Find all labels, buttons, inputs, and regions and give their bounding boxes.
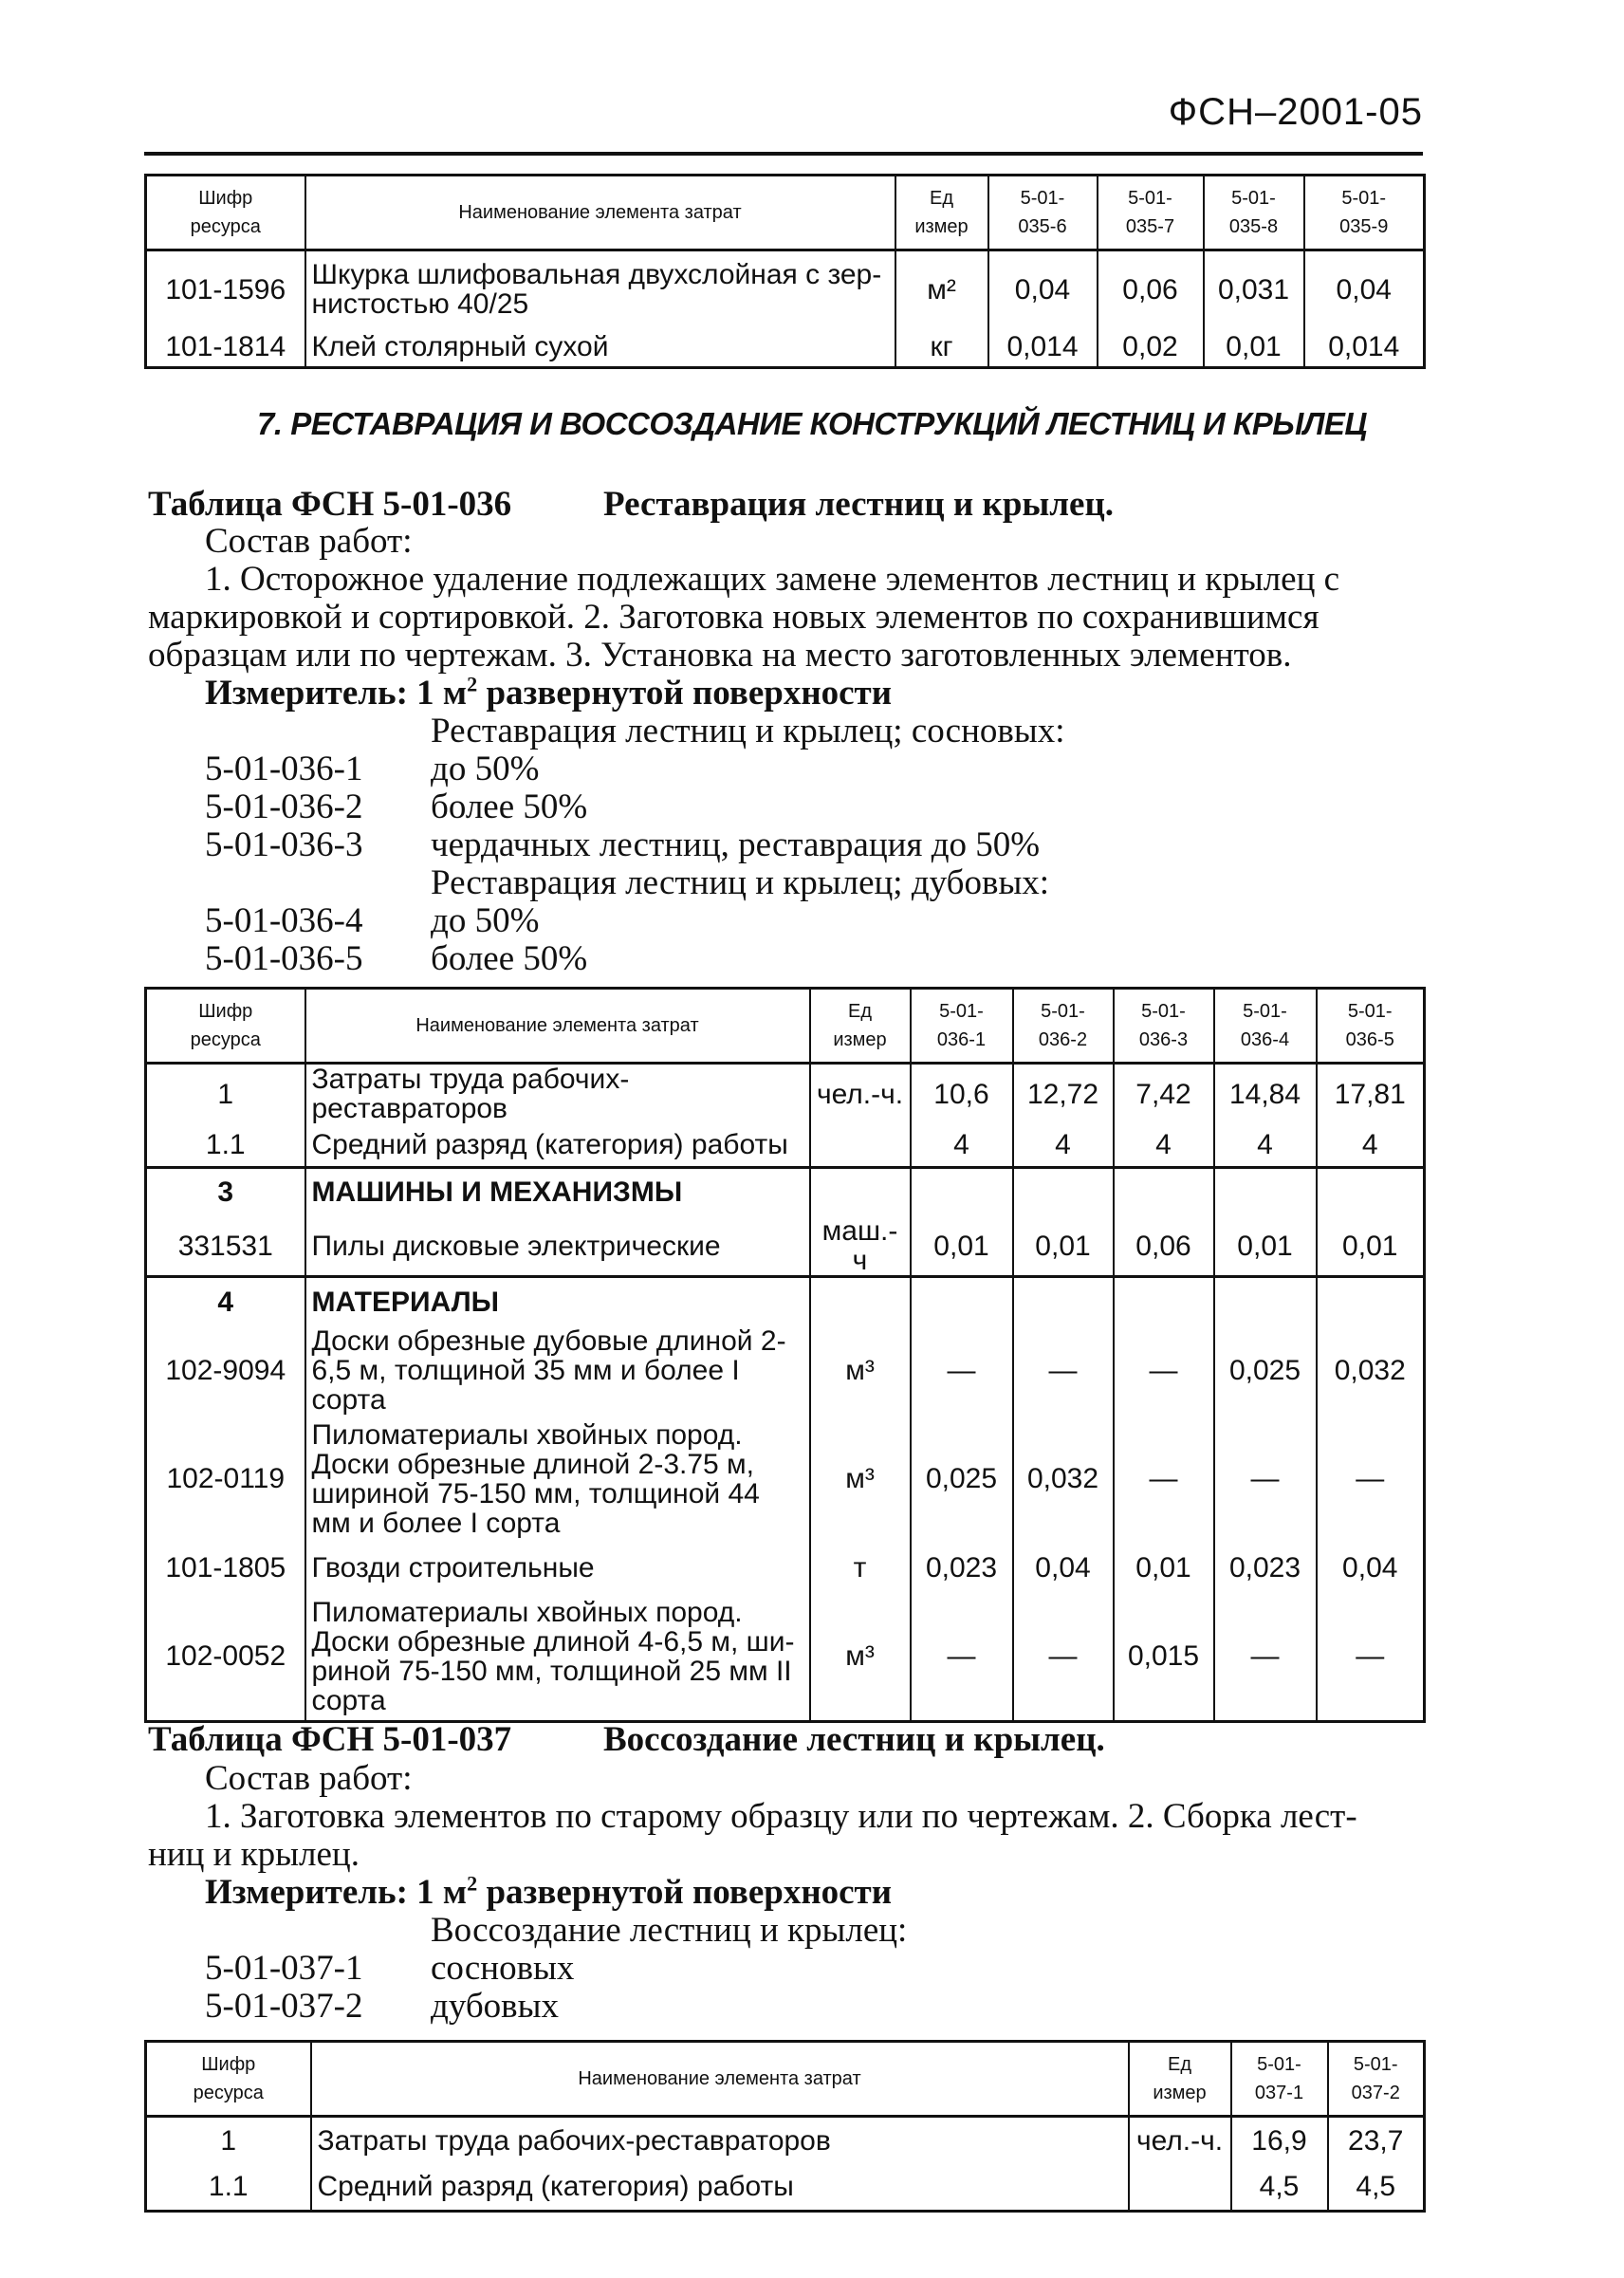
table-row [146,2117,1425,2164]
col-header-norm-2: 036-2 [1038,1029,1088,1050]
unit-cell: м³ [810,1326,911,1415]
resource-name-2: 6,5 м, толщиной 35 мм и более I сорта [311,1354,740,1416]
item-text: сосновых [431,1949,575,1988]
table-5-01-036 [144,987,1426,1723]
group-heading: Воссоздание лестниц и крылец: [431,1911,908,1950]
value-cell [1114,1277,1214,1326]
value-cell: — [1114,1326,1214,1415]
value-cell: 4 [1214,1123,1317,1167]
unit-cell: чел.-ч. [810,1064,911,1124]
col-header-name: Наименование элемента затрат [305,989,810,1064]
value-cell: — [1013,1326,1114,1415]
col-header-unit: Ед [929,188,953,209]
col-header-unit-2: измер [1153,2083,1207,2103]
table-row [146,250,1425,328]
resource-code: 102-0052 [146,1593,305,1722]
table-5-01-035 [144,174,1426,369]
meter-line: Измеритель: 1 $м^2$ развернутой поверхности [205,672,893,713]
resource-code: 1.1 [146,2164,311,2212]
value-cell: 0,04 [1013,1544,1114,1593]
resource-code: 1 [146,2117,311,2164]
resource-name-3: риной 75-150 мм, толщиной 25 мм II [311,1655,792,1687]
unit-cell [810,1123,911,1167]
resource-name: Доски обрезные дубовые длиной 2- [311,1324,786,1357]
table-title: Воссоздание лестниц и крылец. [603,1720,1105,1759]
value-cell: 16,9 [1231,2117,1328,2164]
meter-line: Измеритель: 1 $м^2$ развернутой поверхности [205,1871,893,1912]
col-header-norm-2: 035-6 [1018,216,1067,237]
value-cell [1114,1167,1214,1216]
value-cell: 4 [911,1123,1013,1167]
table-row [146,328,1425,368]
unit-cell: чел.-ч. [1129,2117,1231,2164]
table-header-row [146,176,1425,250]
table-label: Таблица ФСН 5-01-037 [148,1720,512,1759]
value-cell [911,1277,1013,1326]
value-cell: 0,023 [1214,1544,1317,1593]
resource-name: Затраты труда рабочих-реставраторов [311,2117,1129,2164]
col-header-name: Наименование элемента затрат [305,176,895,250]
item-code: 5-01-037-2 [205,1987,363,2026]
value-cell: 4 [1013,1123,1114,1167]
resource-name: Затраты труда рабочих-реставраторов [305,1064,810,1124]
section-row [146,1167,1425,1216]
col-header-norm: 5-01- [1041,1001,1085,1022]
value-cell: — [1013,1593,1114,1722]
resource-name: Клей столярный сухой [305,328,895,368]
value-cell: 7,42 [1114,1064,1214,1124]
col-header-norm-2: 035-8 [1228,216,1279,237]
work-line: 1. Осторожное удаление подлежащих замене элементов лестниц и крылец с [205,560,1340,599]
unit-cell: м³ [810,1415,911,1544]
resource-name-2: Доски обрезные длиной 4-6,5 м, ши- [311,1625,795,1658]
unit-cell [810,1277,911,1326]
work-line: маркировкой и сортировкой. 2. Заготовка новых элементов по сохранившимся [148,598,1320,637]
value-cell [1317,1167,1425,1216]
value-cell: 0,023 [911,1544,1013,1593]
unit-cell: кг [895,328,988,368]
resource-name-3: шириной 75-150 мм, толщиной 44 [311,1477,760,1509]
resource-name: Пиломатериалы хвойных пород. [311,1418,743,1451]
section-code: 3 [146,1167,305,1216]
resource-code: 101-1805 [146,1544,305,1593]
col-header-norm: 5-01- [1020,188,1065,209]
col-header-norm-2: 036-4 [1240,1029,1290,1050]
section-code: 4 [146,1277,305,1326]
table-title: Реставрация лестниц и крылец. [603,485,1115,524]
value-cell: 0,031 [1204,250,1304,328]
value-cell [911,1167,1013,1216]
value-cell: 0,01 [911,1216,1013,1277]
value-cell: 0,04 [1304,250,1425,328]
resource-name: Пилы дисковые электрические [305,1216,810,1277]
value-cell: 0,014 [988,328,1098,368]
item-code: 5-01-036-2 [205,787,363,826]
value-cell: — [1317,1593,1425,1722]
table-row [146,1544,1425,1593]
value-cell: 0,01 [1013,1216,1114,1277]
value-cell: — [1114,1415,1214,1544]
col-header-unit: Ед [847,1001,872,1022]
item-code: 5-01-036-3 [205,825,363,864]
col-header-unit: Ед [1167,2054,1191,2075]
resource-name: Шкурка шлифовальная двухслойная с зер- [311,259,882,291]
value-cell: 17,81 [1317,1064,1425,1124]
resource-name: Гвозди строительные [305,1544,810,1593]
value-cell: 0,015 [1114,1593,1214,1722]
value-cell: 0,01 [1204,328,1304,368]
value-cell [1013,1167,1114,1216]
col-header-code-2: ресурса [190,216,261,237]
work-heading: Состав работ: [205,522,413,561]
col-header-norm-2: 036-5 [1345,1029,1394,1050]
section-name: МАШИНЫ И МЕХАНИЗМЫ [305,1167,810,1216]
resource-code: 102-0119 [146,1415,305,1544]
value-cell: 0,032 [1317,1326,1425,1415]
unit-cell: м³ [810,1593,911,1722]
value-cell: — [1214,1415,1317,1544]
item-text: до 50% [431,901,540,940]
unit-cell: маш.-ч [810,1216,911,1277]
table-row [146,1064,1425,1124]
col-header-name: Наименование элемента затрат [311,2042,1129,2117]
col-header-norm-2: 037-2 [1351,2083,1400,2103]
col-header-norm-2: 036-3 [1138,1029,1189,1050]
value-cell: 0,01 [1214,1216,1317,1277]
col-header-unit-2: измер [914,216,969,237]
item-code: 5-01-036-5 [205,939,363,978]
table-header-row [146,989,1425,1064]
section-row [146,1277,1425,1326]
value-cell: 14,84 [1214,1064,1317,1124]
table-row [146,1123,1425,1167]
value-cell: 0,06 [1098,250,1204,328]
resource-name: Пиломатериалы хвойных пород. [311,1596,743,1628]
value-cell [1013,1277,1114,1326]
col-header-norm: 5-01- [1141,1001,1186,1022]
unit-cell: м² [895,250,988,328]
value-cell: 4,5 [1328,2164,1425,2212]
col-header-norm-2: 035-9 [1339,216,1389,237]
resource-code: 101-1596 [146,250,305,328]
document-code: ФСН–2001-05 [1168,91,1423,133]
unit-cell [1129,2164,1231,2212]
value-cell: 0,01 [1317,1216,1425,1277]
item-text: более 50% [431,787,588,826]
col-header-code: Шифр [198,188,253,209]
value-cell: — [1317,1415,1425,1544]
table-row [146,1415,1425,1544]
resource-name: Средний разряд (категория) работы [305,1123,810,1167]
unit-cell [810,1167,911,1216]
work-line: образцам или по чертежам. 3. Установка на место заготовленных элементов. [148,636,1292,675]
table-row [146,1216,1425,1277]
resource-code: 331531 [146,1216,305,1277]
header-rule [144,152,1423,156]
value-cell [1214,1167,1317,1216]
value-cell: 0,02 [1098,328,1204,368]
resource-name-2: Доски обрезные длиной 2-3.75 м, [311,1448,755,1480]
col-header-norm: 5-01- [1257,2054,1301,2075]
value-cell: 4,5 [1231,2164,1328,2212]
resource-code: 1.1 [146,1123,305,1167]
work-line: ниц и крылец. [148,1835,360,1874]
col-header-norm: 5-01- [1231,188,1276,209]
resource-name-4: мм и более I сорта [311,1507,561,1539]
resource-name-4: сорта [311,1684,386,1716]
value-cell: 4 [1317,1123,1425,1167]
value-cell: 0,04 [1317,1544,1425,1593]
col-header-norm: 5-01- [1128,188,1172,209]
value-cell: — [911,1326,1013,1415]
value-cell: 0,04 [988,250,1098,328]
item-code: 5-01-037-1 [205,1949,363,1988]
item-text: чердачных лестниц, реставрация до 50% [431,825,1041,864]
col-header-norm: 5-01- [1243,1001,1287,1022]
col-header-norm: 5-01- [1347,1001,1393,1022]
col-header-norm-2: 035-7 [1125,216,1175,237]
group-heading: Реставрация лестниц и крылец; дубовых: [431,863,1050,902]
value-cell: 12,72 [1013,1064,1114,1124]
col-header-norm-2: 037-1 [1254,2083,1304,2103]
col-header-code-2: ресурса [193,2083,264,2103]
unit-cell: т [810,1544,911,1593]
value-cell: 23,7 [1328,2117,1425,2164]
item-text: дубовых [431,1987,559,2026]
col-header-unit-2: измер [833,1029,887,1050]
value-cell: 0,014 [1304,328,1425,368]
col-header-norm-2: 036-1 [936,1029,987,1050]
value-cell: 0,025 [911,1415,1013,1544]
item-text: до 50% [431,750,540,788]
item-text: более 50% [431,939,588,978]
section-name: МАТЕРИАЛЫ [305,1277,810,1326]
table-row [146,2164,1425,2212]
col-header-norm: 5-01- [1341,188,1387,209]
value-cell [1317,1277,1425,1326]
table-5-01-037 [144,2040,1426,2213]
value-cell [1214,1277,1317,1326]
col-header-code: Шифр [201,2054,256,2075]
group-heading: Реставрация лестниц и крылец; сосновых: [431,712,1065,750]
resource-name-2: нистостью 40/25 [311,288,529,321]
item-code: 5-01-036-1 [205,750,363,788]
col-header-norm: 5-01- [939,1001,984,1022]
resource-code: 1 [146,1064,305,1124]
value-cell: 0,01 [1114,1544,1214,1593]
col-header-code: Шифр [198,1001,253,1022]
value-cell: — [911,1593,1013,1722]
resource-code: 101-1814 [146,328,305,368]
value-cell: 0,06 [1114,1216,1214,1277]
work-heading: Состав работ: [205,1759,413,1798]
col-header-code-2: ресурса [190,1029,261,1050]
section-title: 7. РЕСТАВРАЦИЯ И ВОССОЗДАНИЕ КОНСТРУКЦИЙ ЛЕСТНИЦ И КРЫЛЕЦ [257,406,1367,441]
value-cell: — [1214,1593,1317,1722]
table-row [146,1326,1425,1415]
table-label: Таблица ФСН 5-01-036 [148,485,512,524]
resource-name: Средний разряд (категория) работы [311,2164,1129,2212]
item-code: 5-01-036-4 [205,901,363,940]
resource-code: 102-9094 [146,1326,305,1415]
value-cell: 0,025 [1214,1326,1317,1415]
value-cell: 4 [1114,1123,1214,1167]
col-header-norm: 5-01- [1353,2054,1398,2075]
table-header-row [146,2042,1425,2117]
value-cell: 10,6 [911,1064,1013,1124]
value-cell: 0,032 [1013,1415,1114,1544]
work-line: 1. Заготовка элементов по старому образцу или по чертежам. 2. Сборка лест- [205,1797,1357,1836]
table-row [146,1593,1425,1722]
